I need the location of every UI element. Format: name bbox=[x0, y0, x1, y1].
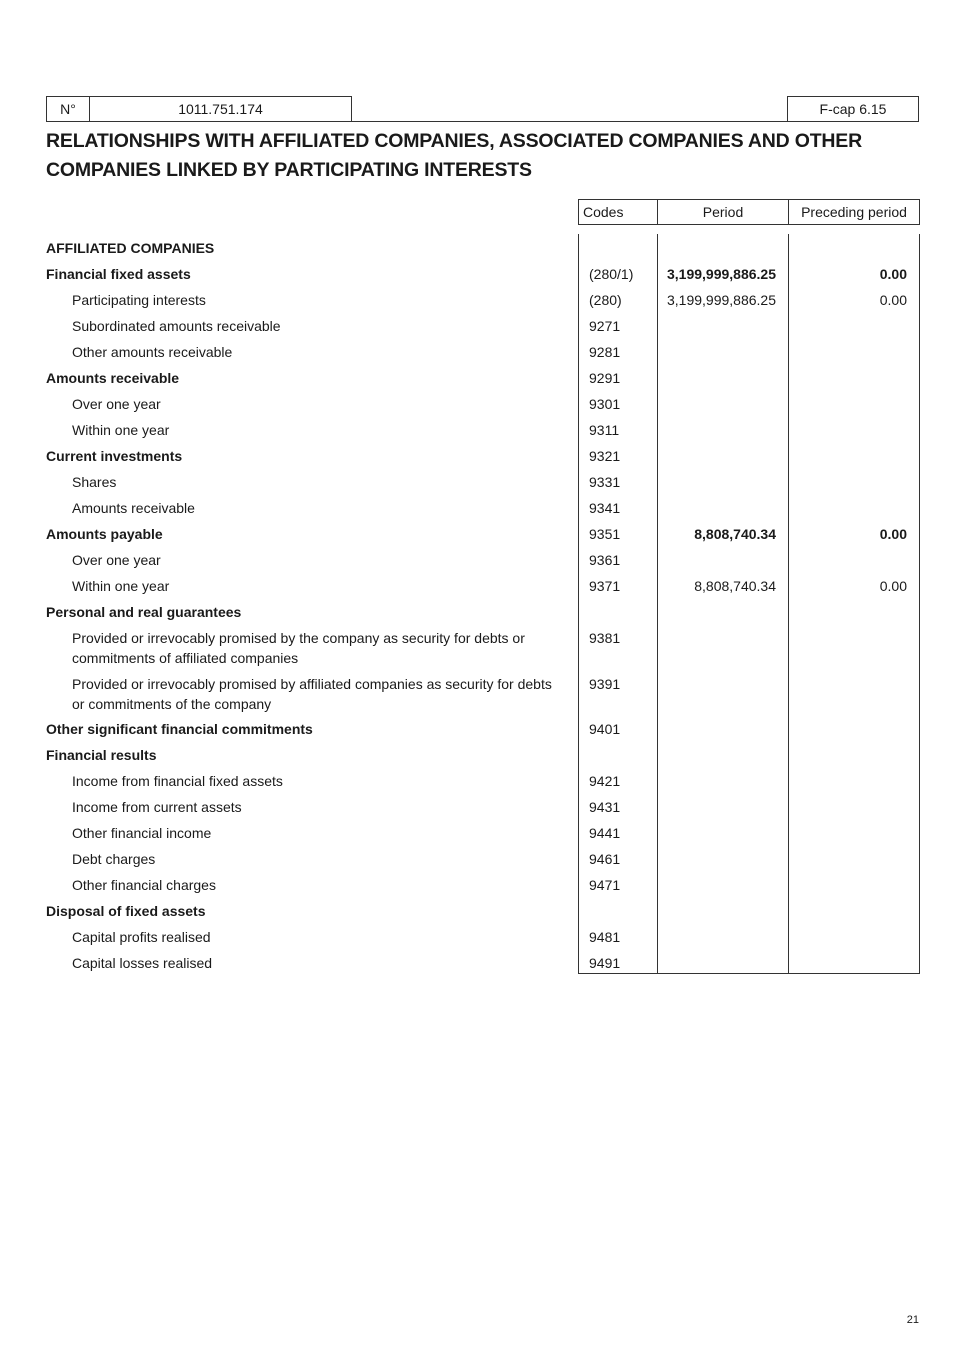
row-label: Capital losses realised bbox=[72, 955, 213, 971]
row-code: 9371 bbox=[589, 578, 621, 594]
row-period-value: 8,808,740.34 bbox=[694, 578, 776, 594]
row-code: 9321 bbox=[589, 448, 621, 464]
column-header-codes: Codes bbox=[578, 199, 658, 225]
row-code: 9401 bbox=[589, 721, 621, 737]
row-label: Provided or irrevocably promised by affiliated companies as security for debts or commitments of the company bbox=[72, 675, 552, 712]
table-divider-period-preceding bbox=[788, 234, 789, 974]
table-divider-codes-period bbox=[657, 234, 658, 974]
row-code: (280/1) bbox=[589, 266, 634, 282]
row-code: 9281 bbox=[589, 344, 621, 360]
row-code: 9381 bbox=[589, 630, 621, 646]
row-code: 9391 bbox=[589, 675, 621, 692]
row-label: Disposal of fixed assets bbox=[46, 903, 206, 919]
number-label: N° bbox=[46, 96, 90, 122]
row-code: 9491 bbox=[589, 955, 621, 971]
row-code: 9471 bbox=[589, 877, 621, 893]
row-label: Personal and real guarantees bbox=[46, 604, 242, 620]
row-label: Over one year bbox=[72, 552, 161, 568]
row-preceding-value: 0.00 bbox=[879, 266, 907, 282]
row-label: Subordinated amounts receivable bbox=[72, 318, 281, 334]
row-code: 9361 bbox=[589, 552, 621, 568]
row-label: Within one year bbox=[72, 422, 170, 438]
row-label: Participating interests bbox=[72, 292, 206, 308]
row-label: Amounts receivable bbox=[46, 370, 180, 386]
row-label: Income from financial fixed assets bbox=[72, 773, 283, 789]
row-code: 9341 bbox=[589, 500, 621, 516]
row-code: 9431 bbox=[589, 799, 621, 815]
row-code: 9301 bbox=[589, 396, 621, 412]
row-label: Shares bbox=[72, 474, 117, 490]
row-preceding-value: 0.00 bbox=[879, 292, 907, 308]
row-period-value: 3,199,999,886.25 bbox=[667, 266, 776, 282]
table-border-left bbox=[578, 234, 579, 974]
page-number: 21 bbox=[906, 1314, 919, 1326]
row-period-value: 8,808,740.34 bbox=[694, 526, 776, 542]
company-number: 1011.751.174 bbox=[89, 96, 352, 122]
row-period-value: 3,199,999,886.25 bbox=[667, 292, 776, 308]
form-code: F-cap 6.15 bbox=[787, 96, 919, 122]
row-label: AFFILIATED COMPANIES bbox=[46, 240, 215, 256]
row-label: Current investments bbox=[46, 448, 183, 464]
row-code: 9441 bbox=[589, 825, 621, 841]
row-code: 9311 bbox=[589, 422, 620, 438]
row-label: Other financial income bbox=[72, 825, 212, 841]
row-label: Other amounts receivable bbox=[72, 344, 233, 360]
row-label: Debt charges bbox=[72, 851, 156, 867]
row-label: Amounts payable bbox=[46, 526, 163, 542]
row-label: Financial fixed assets bbox=[46, 266, 191, 282]
row-label: Within one year bbox=[72, 578, 170, 594]
row-label: Income from current assets bbox=[72, 799, 242, 815]
row-label: Amounts receivable bbox=[72, 500, 195, 516]
row-label: Over one year bbox=[72, 396, 161, 412]
row-label: Other financial charges bbox=[72, 877, 216, 893]
table-border-bottom bbox=[578, 973, 919, 974]
row-code: 9271 bbox=[589, 318, 621, 334]
row-code: 9291 bbox=[589, 370, 621, 386]
row-code: (280) bbox=[589, 292, 622, 308]
table-border-right bbox=[919, 234, 920, 974]
row-code: 9331 bbox=[589, 474, 621, 490]
column-header-preceding-period: Preceding period bbox=[788, 199, 920, 225]
row-preceding-value: 0.00 bbox=[879, 526, 907, 542]
row-preceding-value: 0.00 bbox=[879, 578, 907, 594]
row-label: Provided or irrevocably promised by the company as security for debts or commitments of affiliated companies bbox=[72, 630, 525, 666]
page-title: RELATIONSHIPS WITH AFFILIATED COMPANIES, ASSOCIATED COMPANIES AND OTHER COMPANIES LINKED BY PARTICIPATING INTERESTS bbox=[46, 130, 862, 181]
header-divider bbox=[352, 121, 788, 122]
row-code: 9351 bbox=[589, 526, 621, 542]
row-label: Financial results bbox=[46, 747, 157, 763]
row-code: 9481 bbox=[589, 929, 621, 945]
row-label: Capital profits realised bbox=[72, 929, 211, 945]
column-header-period: Period bbox=[657, 199, 789, 225]
row-code: 9421 bbox=[589, 773, 621, 789]
row-label: Other significant financial commitments bbox=[46, 721, 313, 737]
row-code: 9461 bbox=[589, 851, 621, 867]
